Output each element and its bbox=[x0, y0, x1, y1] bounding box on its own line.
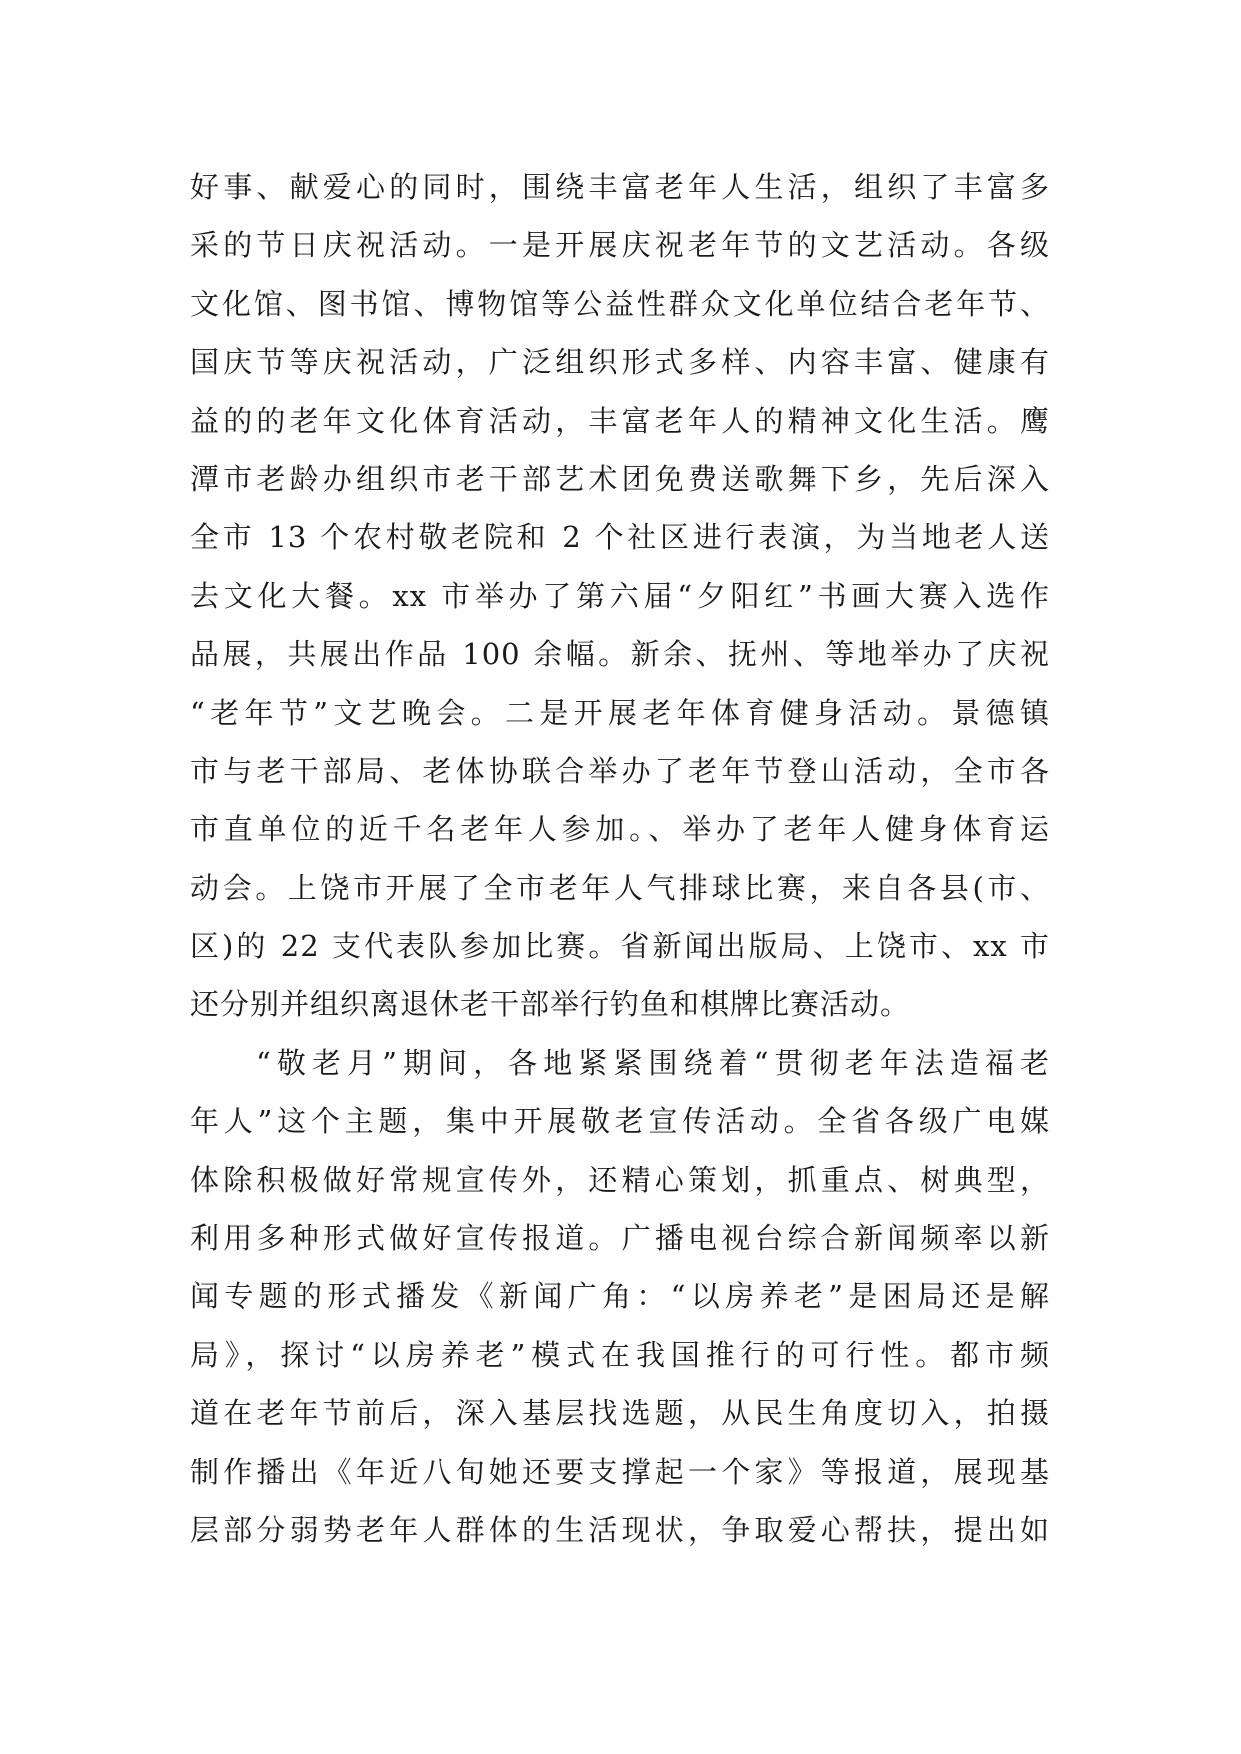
text-line: 采的节日庆祝活动。一是开展庆祝老年节的文艺活动。各级 bbox=[190, 228, 1050, 263]
text-line: 还分别并组织离退休老干部举行钓鱼和棋牌比赛活动。 bbox=[190, 987, 911, 1022]
text-line: “老年节”文艺晚会。二是开展老年体育健身活动。景德镇 bbox=[190, 695, 1050, 730]
text-line: 道在老年节前后，深入基层找选题，从民生角度切入，拍摄 bbox=[190, 1396, 1050, 1431]
text-line: 层部分弱势老年人群体的生活现状，争取爱心帮扶，提出如 bbox=[190, 1512, 1050, 1547]
text-line: 闻专题的形式播发《新闻广角：“以房养老”是困局还是解 bbox=[190, 1279, 1050, 1314]
text-line: “敬老月”期间，各地紧紧围绕着“贯彻老年法造福老 bbox=[256, 1045, 1050, 1080]
text-line: 利用多种形式做好宣传报道。广播电视台综合新闻频率以新 bbox=[190, 1221, 1050, 1256]
text-line: 潭市老龄办组织市老干部艺术团免费送歌舞下乡，先后深入 bbox=[190, 461, 1050, 496]
text-line: 国庆节等庆祝活动，广泛组织形式多样、内容丰富、健康有 bbox=[190, 345, 1050, 380]
paragraph bbox=[190, 1034, 1050, 1560]
text-line: 制作播出《年近八旬她还要支撑起一个家》等报道，展现基 bbox=[190, 1454, 1050, 1489]
text-line: 局》，探讨“以房养老”模式在我国推行的可行性。都市频 bbox=[190, 1337, 1050, 1372]
text-line: 文化馆、图书馆、博物馆等公益性群众文化单位结合老年节、 bbox=[190, 286, 1050, 321]
text-line: 益的的老年文化体育活动，丰富老年人的精神文化生活。鹰 bbox=[190, 403, 1050, 438]
text-line: 体除积极做好常规宣传外，还精心策划，抓重点、树典型， bbox=[190, 1162, 1050, 1197]
text-line: 全市 13 个农村敬老院和 2 个社区进行表演，为当地老人送 bbox=[190, 520, 1050, 555]
text-line: 区)的 22 支代表队参加比赛。省新闻出版局、上饶市、xx 市 bbox=[190, 929, 1050, 964]
paragraph bbox=[190, 158, 1050, 1034]
text-line: 好事、献爱心的同时，围绕丰富老年人生活，组织了丰富多 bbox=[190, 170, 1050, 204]
text-line: 动会。上饶市开展了全市老年人气排球比赛，来自各县(市、 bbox=[190, 870, 1050, 905]
text-line: 年人”这个主题，集中开展敬老宣传活动。全省各级广电媒 bbox=[190, 1104, 1050, 1139]
text-line: 市直单位的近千名老年人参加。、举办了老年人健身体育运 bbox=[190, 812, 1050, 847]
document-body bbox=[190, 158, 1050, 1559]
text-line: 品展，共展出作品 100 余幅。新余、抚州、等地举办了庆祝 bbox=[190, 637, 1050, 672]
text-line: 市与老干部局、老体协联合举办了老年节登山活动，全市各 bbox=[190, 753, 1050, 788]
text-line: 去文化大餐。xx 市举办了第六届“夕阳红”书画大赛入选作 bbox=[190, 578, 1050, 613]
